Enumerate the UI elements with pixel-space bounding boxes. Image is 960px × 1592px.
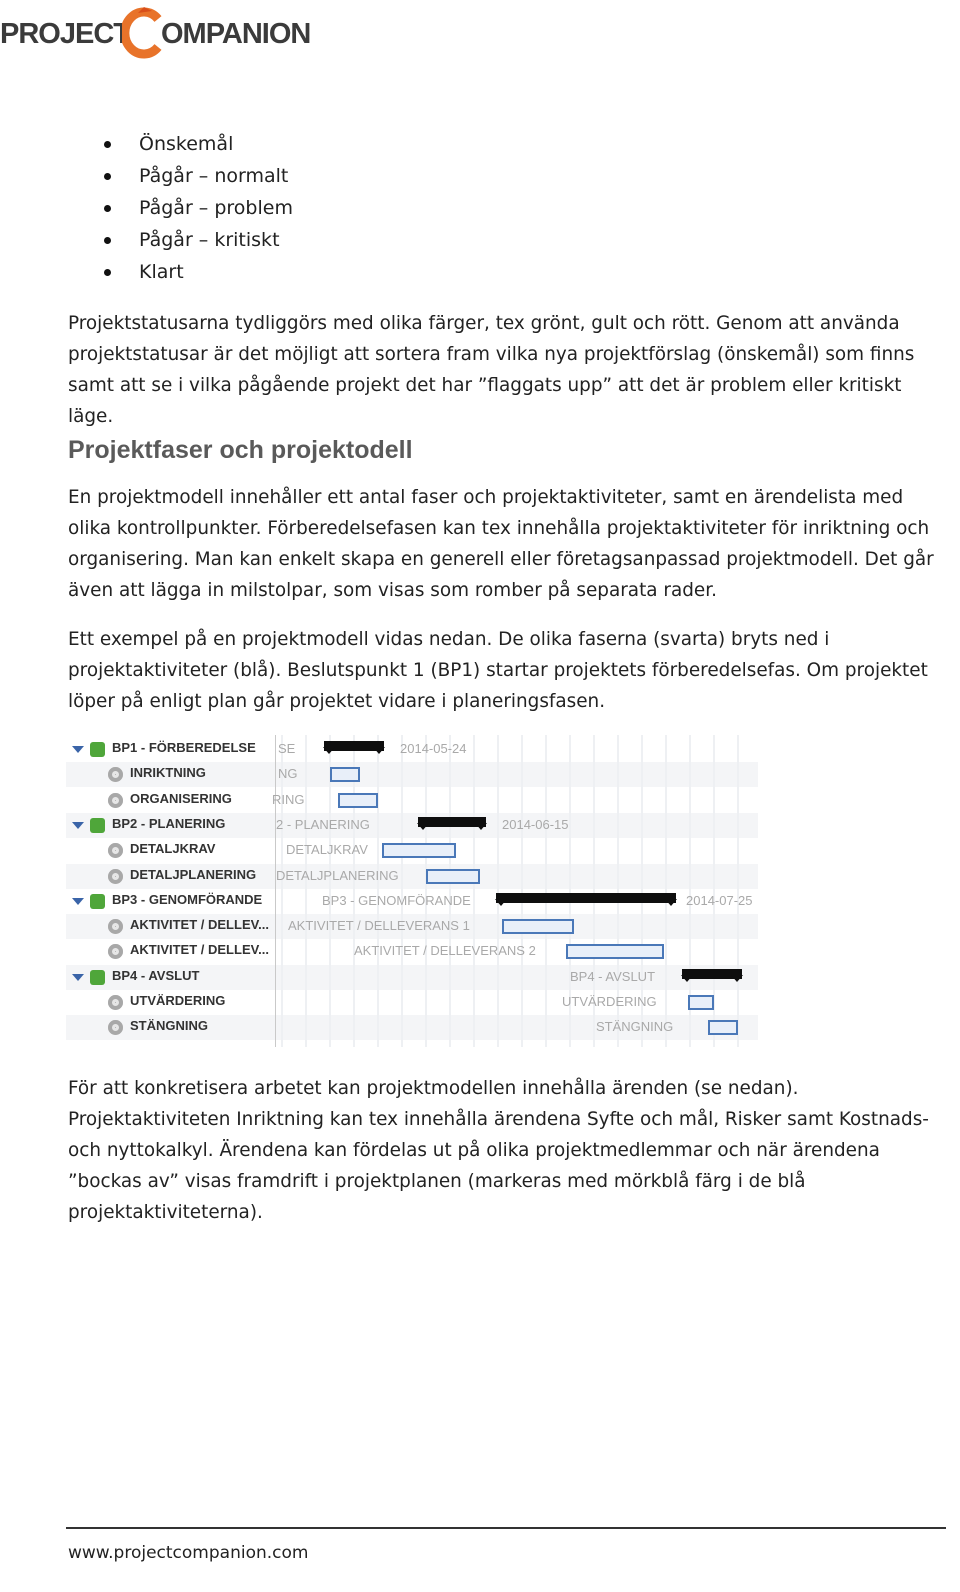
status-bullet-list xyxy=(104,130,293,290)
bullet-icon xyxy=(104,205,111,212)
gantt-phase-row[interactable] xyxy=(66,965,275,990)
gantt-bar-label: STÄNGNING xyxy=(596,1019,674,1035)
gantt-row-label: BP1 - FÖRBEREDELSE xyxy=(112,740,256,755)
paragraph-project-model: En projektmodell innehåller ett antal faser och projektaktiviteter, samt en ärendelista med olika kontrollpunkter. Förberedelsefasen kan tex innehålla projektaktiviteter för inriktning och organisering. Man kan enkelt skapa en generell eller företagsanpassad projektmodell. Det går även att lägga in milstolpar, som visas som romber på separata rader. xyxy=(68,487,934,601)
gear-icon xyxy=(108,995,123,1010)
gantt-phase-bar[interactable] xyxy=(418,817,486,827)
gantt-task-bar[interactable] xyxy=(330,767,360,782)
gantt-row-label: DETALJKRAV xyxy=(130,841,216,857)
grid-column xyxy=(545,735,547,1047)
gantt-milestone-date: 2014-06-15 xyxy=(502,816,569,832)
gantt-bar-label: AKTIVITET / DELLEVERANS 2 xyxy=(354,943,536,959)
puzzle-icon xyxy=(90,818,105,833)
gantt-task-bar[interactable] xyxy=(688,995,714,1010)
gantt-bar-label: BP4 - AVSLUT xyxy=(570,968,656,984)
gantt-phase-bar[interactable] xyxy=(496,893,676,903)
gantt-task-row[interactable] xyxy=(66,939,275,964)
gear-icon xyxy=(108,869,123,884)
gantt-task-row[interactable] xyxy=(66,838,275,863)
gantt-task-bar[interactable] xyxy=(566,944,664,959)
gear-icon xyxy=(108,843,123,858)
puzzle-icon xyxy=(90,970,105,985)
gantt-row-label: BP2 - PLANERING xyxy=(112,815,226,831)
gantt-milestone-date: 2014-05-24 xyxy=(400,741,467,756)
list-item: Pågår – kritiskt xyxy=(104,226,293,258)
gear-icon xyxy=(108,767,123,782)
grid-column xyxy=(521,735,523,1047)
gantt-phase-bar[interactable] xyxy=(682,969,742,979)
list-item: Pågår – problem xyxy=(104,194,293,226)
gantt-task-bar[interactable] xyxy=(338,793,378,808)
gantt-bar-label: AKTIVITET / DELLEVERANS 1 xyxy=(288,918,470,934)
gantt-bar-label: BP3 - GENOMFÖRANDE xyxy=(322,892,471,908)
grid-column xyxy=(449,735,451,1047)
grid-column xyxy=(281,735,283,1047)
gantt-bar-label: NG xyxy=(278,766,298,782)
gear-icon xyxy=(108,1020,123,1035)
gantt-row-label: BP4 - AVSLUT xyxy=(112,967,200,983)
gantt-divider xyxy=(275,735,276,1047)
bullet-icon xyxy=(104,269,111,276)
chevron-down-icon[interactable] xyxy=(72,898,84,905)
grid-column xyxy=(377,735,379,1047)
gantt-row-label: ORGANISERING xyxy=(130,790,232,806)
paragraph-example: Ett exempel på en projektmodell vidas nedan. De olika faserna (svarta) bryts ned i projektaktiviteter (blå). Beslutspunkt 1 (BP1) startar projektets förberedelsefas. Om projektet löper på enligt plan går projektet vidare i planeringsfasen. xyxy=(68,629,928,712)
list-item: Klart xyxy=(104,258,293,290)
logo-c-icon xyxy=(122,7,166,59)
logo-text-ompanion: OMPANION xyxy=(161,18,311,50)
gantt-task-row[interactable] xyxy=(66,762,275,787)
footer-divider xyxy=(66,1527,946,1529)
paragraph-cases: För att konkretisera arbetet kan projektmodellen innehålla ärenden (se nedan). Projektaktiviteten Inriktning kan tex innehålla ärendena Syfte och mål, Risker samt Kostnads- och nyttokalkyl. Ärendena kan fördelas ut på olika projektmedlemmar och när ärendena ”bockas av” visas framdrift i projektplanen (markeras med mörkblå färg i de blå projektaktiviteterna). xyxy=(68,1078,929,1223)
footer-url: www.projectcompanion.com xyxy=(68,1543,309,1563)
paragraph-status-colors: Projektstatusarna tydliggörs med olika färger, tex grönt, gult och rött. Genom att använda projektstatusar är det möjligt att sortera fram vilka nya projektförslag (önskemål) som finns samt att se i vilka pågående projekt det har ”flaggats upp” att det är problem eller kritiskt läge. xyxy=(68,313,915,427)
gantt-row-label: AKTIVITET / DELLEV... xyxy=(130,942,269,958)
gantt-task-bar[interactable] xyxy=(426,869,480,884)
gantt-task-row[interactable] xyxy=(66,864,275,889)
gantt-phase-bar[interactable] xyxy=(324,741,384,751)
bullet-icon xyxy=(104,141,111,148)
gantt-task-row[interactable] xyxy=(66,914,275,939)
gantt-bar-label: DETALJPLANERING xyxy=(276,867,399,883)
gantt-row-label: INRIKTNING xyxy=(130,765,206,781)
gantt-chart-image xyxy=(66,735,758,1047)
grid-column xyxy=(497,735,499,1047)
projectcompanion-logo xyxy=(0,4,310,64)
gantt-row-label: AKTIVITET / DELLEV... xyxy=(130,917,269,933)
gear-icon xyxy=(108,944,123,959)
grid-column xyxy=(401,735,403,1047)
grid-column xyxy=(737,735,739,1047)
gantt-phase-row[interactable] xyxy=(66,813,275,838)
chevron-down-icon[interactable] xyxy=(72,974,84,981)
gantt-task-row[interactable] xyxy=(66,990,275,1015)
gantt-bar-label: SE xyxy=(278,741,296,756)
gear-icon xyxy=(108,919,123,934)
gear-icon xyxy=(108,793,123,808)
gantt-bar-label: DETALJKRAV xyxy=(286,842,368,858)
bullet-icon xyxy=(104,237,111,244)
gantt-task-row[interactable] xyxy=(66,1015,275,1040)
chevron-down-icon[interactable] xyxy=(72,746,84,753)
puzzle-icon xyxy=(90,742,105,757)
grid-column xyxy=(665,735,667,1047)
gantt-bar-label: UTVÄRDERING xyxy=(562,994,657,1009)
gantt-bar-label: RING xyxy=(272,791,305,807)
logo-text-project: PROJECT xyxy=(0,18,130,50)
gantt-milestone-date: 2014-07-25 xyxy=(686,892,753,908)
gantt-bar-label: 2 - PLANERING xyxy=(276,816,370,832)
gantt-task-bar[interactable] xyxy=(502,919,574,934)
gantt-phase-row[interactable] xyxy=(66,737,275,762)
grid-column xyxy=(473,735,475,1047)
list-item: Önskemål xyxy=(104,130,293,162)
bullet-icon xyxy=(104,173,111,180)
gantt-row-label: UTVÄRDERING xyxy=(130,993,226,1008)
chevron-down-icon[interactable] xyxy=(72,822,84,829)
gantt-row-label: STÄNGNING xyxy=(130,1018,208,1034)
gantt-task-bar[interactable] xyxy=(708,1020,738,1035)
gantt-row-label: BP3 - GENOMFÖRANDE xyxy=(112,891,263,907)
puzzle-icon xyxy=(90,894,105,909)
grid-column xyxy=(305,735,307,1047)
gantt-task-bar[interactable] xyxy=(382,843,456,858)
list-item: Pågår – normalt xyxy=(104,162,293,194)
gantt-phase-row[interactable] xyxy=(66,889,275,914)
gantt-task-row[interactable] xyxy=(66,788,275,813)
section-heading: Projektfaser och projektodell xyxy=(68,436,413,464)
gantt-row-label: DETALJPLANERING xyxy=(130,866,257,882)
grid-column xyxy=(425,735,427,1047)
